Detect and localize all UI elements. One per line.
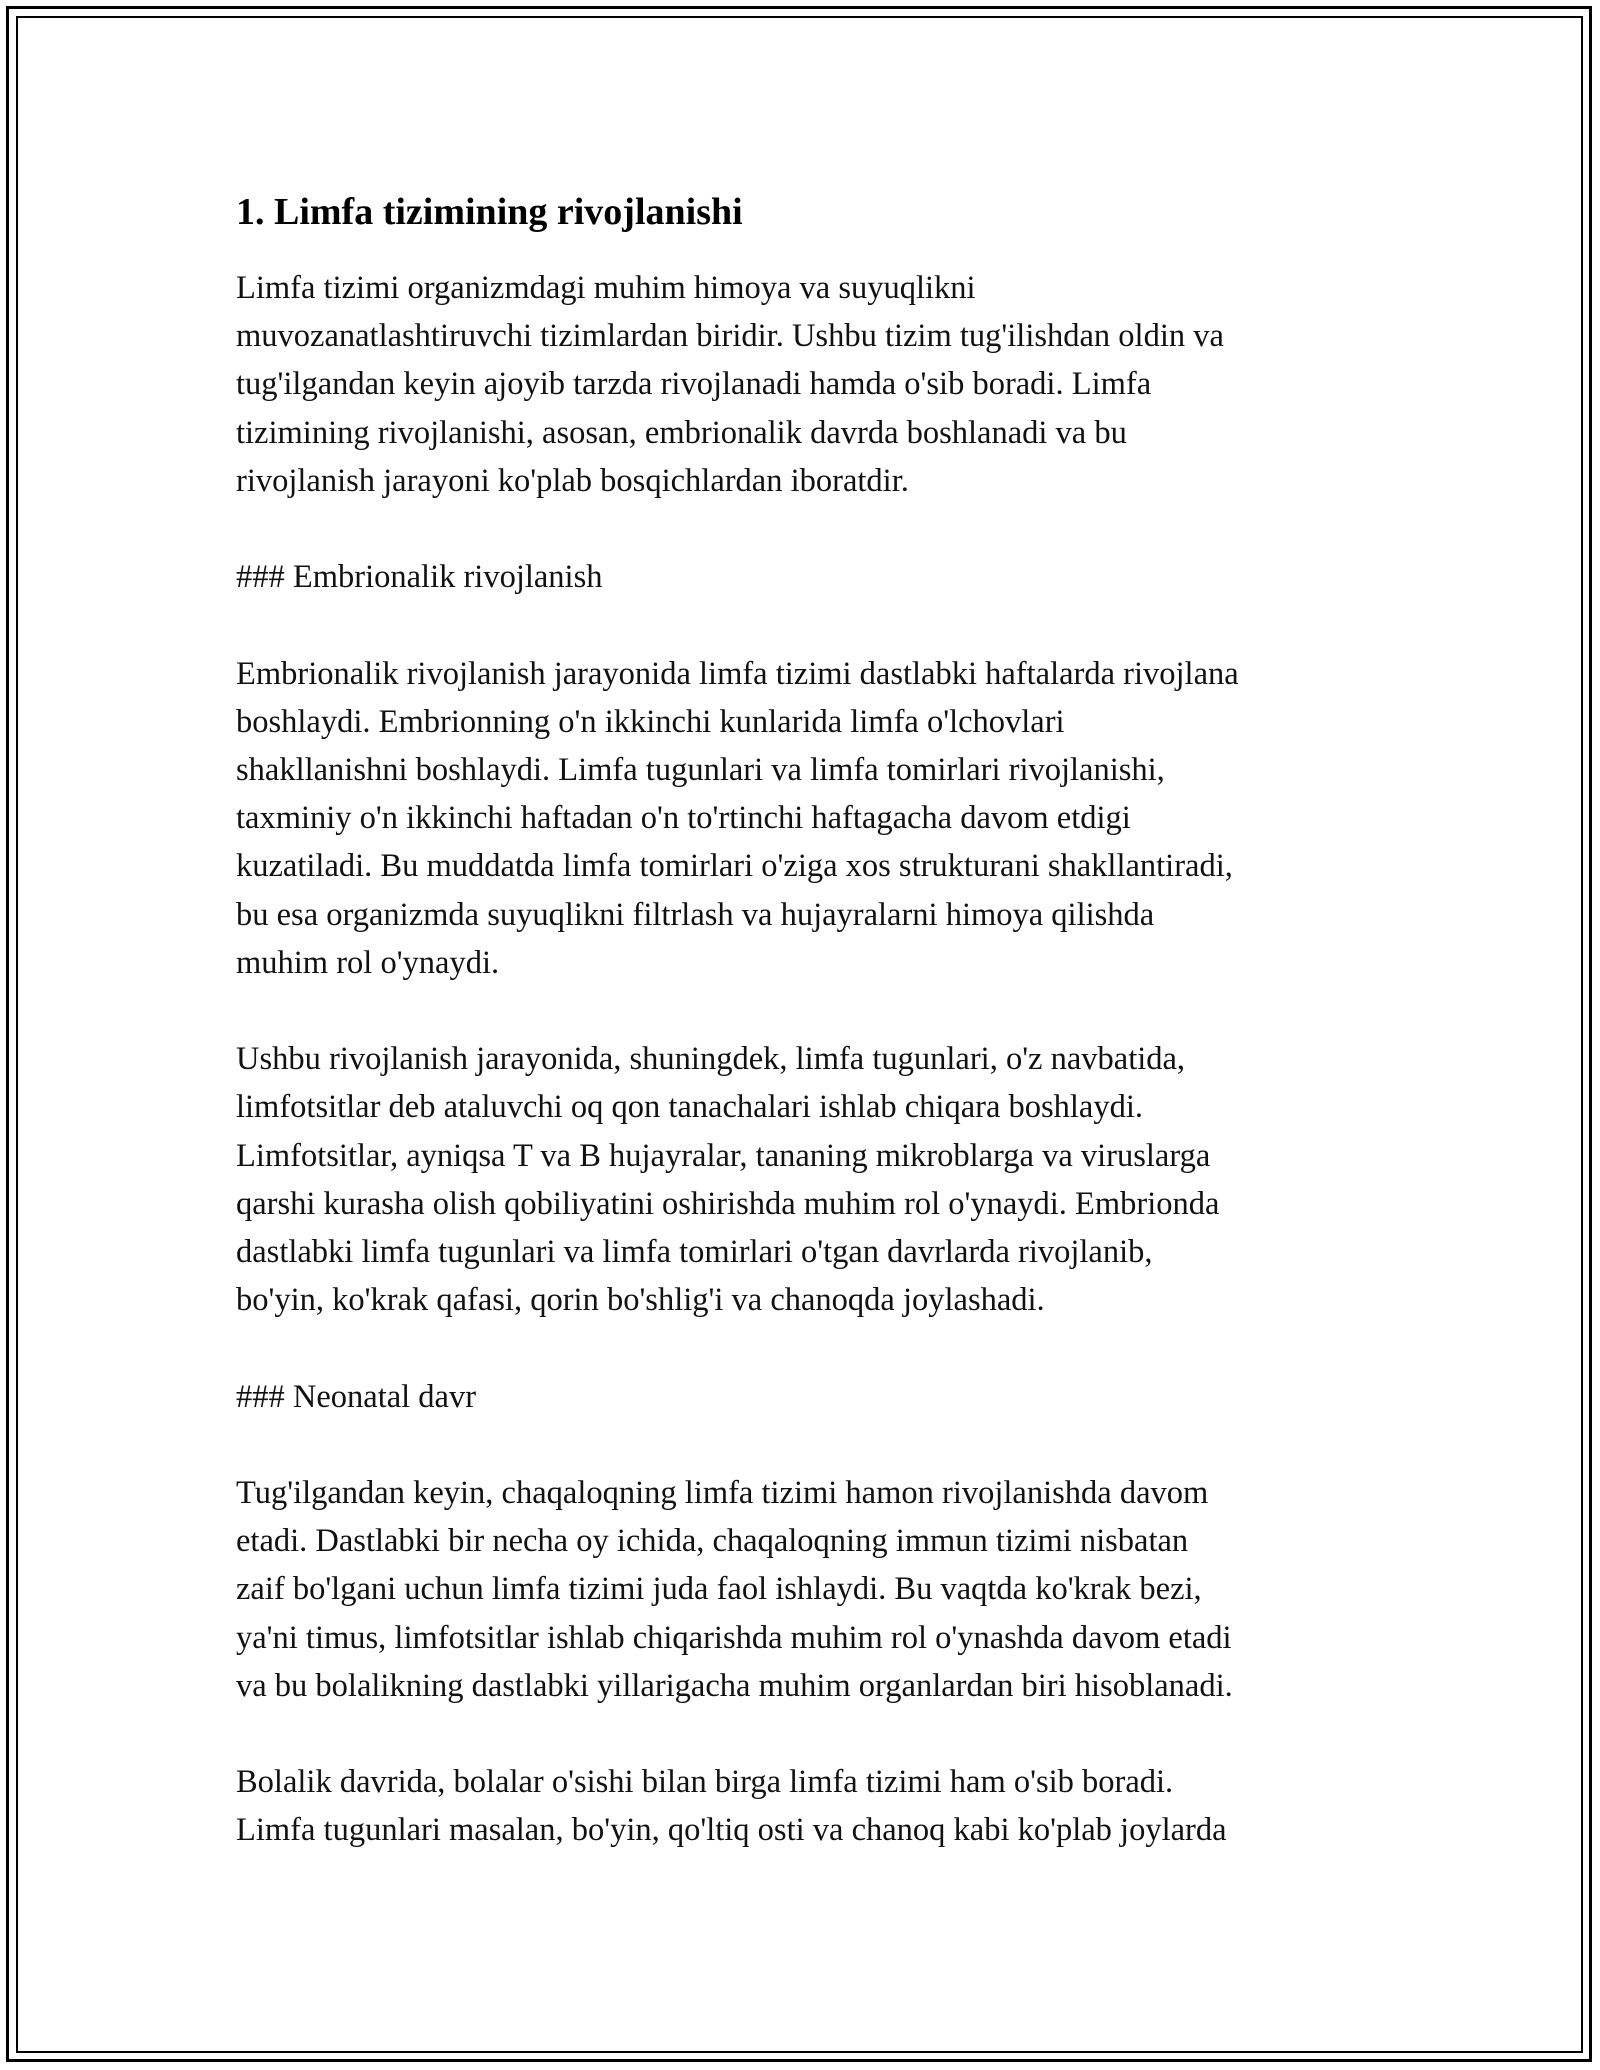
section-heading-neonatal: ### Neonatal davr — [236, 1378, 477, 1415]
paragraph-line: Limfotsitlar, ayniqsa T va B hujayralar, tananing mikroblarga va viruslarga — [236, 1137, 1211, 1174]
paragraph-line: zaif bo'lgani uchun limfa tizimi juda faol ishlaydi. Bu vaqtda ko'krak bezi, — [236, 1571, 1202, 1608]
paragraph-line: taxminiy o'n ikkinchi haftadan o'n to'rtinchi haftagacha davom etdigi — [236, 800, 1131, 837]
paragraph-line: ya'ni timus, limfotsitlar ishlab chiqarishda muhim rol o'ynashda davom etadi — [236, 1619, 1232, 1656]
paragraph-line: boshlaydi. Embrionning o'n ikkinchi kunlarida limfa o'lchovlari — [236, 703, 1065, 740]
neonatal-paragraph-1 — [236, 1469, 1386, 1710]
paragraph-line: kuzatiladi. Bu muddatda limfa tomirlari o'ziga xos strukturani shakllantiradi, — [236, 848, 1233, 885]
embrionalik-paragraph-1 — [236, 650, 1386, 987]
paragraph-line: Embrionalik rivojlanish jarayonida limfa tizimi dastlabki haftalarda rivojlana — [236, 655, 1239, 692]
paragraph-line: va bu bolalikning dastlabki yillarigacha muhim organlardan biri hisoblanadi. — [236, 1667, 1233, 1704]
paragraph-line: muhim rol o'ynaydi. — [236, 944, 500, 981]
paragraph-line: Ushbu rivojlanish jarayonida, shuningdek, limfa tugunlari, o'z navbatida, — [236, 1041, 1186, 1078]
paragraph-line: dastlabki limfa tugunlari va limfa tomirlari o'tgan davrlarda rivojlanib, — [236, 1234, 1153, 1271]
paragraph-line: rivojlanish jarayoni ko'plab bosqichlardan iboratdir. — [236, 462, 909, 499]
intro-paragraph — [236, 264, 1386, 505]
paragraph-line: qarshi kurasha olish qobiliyatini oshirishda muhim rol o'ynaydi. Embrionda — [236, 1185, 1220, 1222]
paragraph-line: bu esa organizmda suyuqlikni filtrlash va hujayralarni himoya qilishda — [236, 896, 1155, 933]
paragraph-line: Limfa tugunlari masalan, bo'yin, qo'ltiq osti va chanoq kabi ko'plab joylarda — [236, 1812, 1227, 1849]
paragraph-line: bo'yin, ko'krak qafasi, qorin bo'shlig'i va chanoqda joylashadi. — [236, 1282, 1045, 1319]
page-title: 1. Limfa tizimining rivojlanishi — [236, 191, 743, 233]
embrionalik-paragraph-2 — [236, 1035, 1386, 1324]
paragraph-line: Bolalik davrida, bolalar o'sishi bilan birga limfa tizimi ham o'sib boradi. — [236, 1764, 1174, 1801]
paragraph-line: Limfa tizimi organizmdagi muhim himoya va suyuqlikni — [236, 270, 976, 306]
neonatal-paragraph-2 — [236, 1758, 1386, 1854]
paragraph-line: muvozanatlashtiruvchi tizimlardan biridir. Ushbu tizim tug'ilishdan oldin va — [236, 318, 1224, 355]
paragraph-line: shakllanishni boshlaydi. Limfa tugunlari va limfa tomirlari rivojlanishi, — [236, 752, 1165, 788]
document-body — [236, 188, 1386, 1903]
paragraph-line: tizimining rivojlanishi, asosan, embrionalik davrda boshlanadi va bu — [236, 414, 1127, 451]
paragraph-line: etadi. Dastlabki bir necha oy ichida, chaqaloqning immun tizimi nisbatan — [236, 1523, 1189, 1560]
paragraph-line: limfotsitlar deb ataluvchi oq qon tanachalari ishlab chiqara boshlaydi. — [236, 1089, 1144, 1126]
section-heading-embrionalik: ### Embrionalik rivojlanish — [236, 559, 603, 596]
paragraph-line: tug'ilgandan keyin ajoyib tarzda rivojlanadi hamda o'sib boradi. Limfa — [236, 366, 1152, 403]
paragraph-line: Tug'ilgandan keyin, chaqaloqning limfa tizimi hamon rivojlanishda davom — [236, 1475, 1209, 1511]
